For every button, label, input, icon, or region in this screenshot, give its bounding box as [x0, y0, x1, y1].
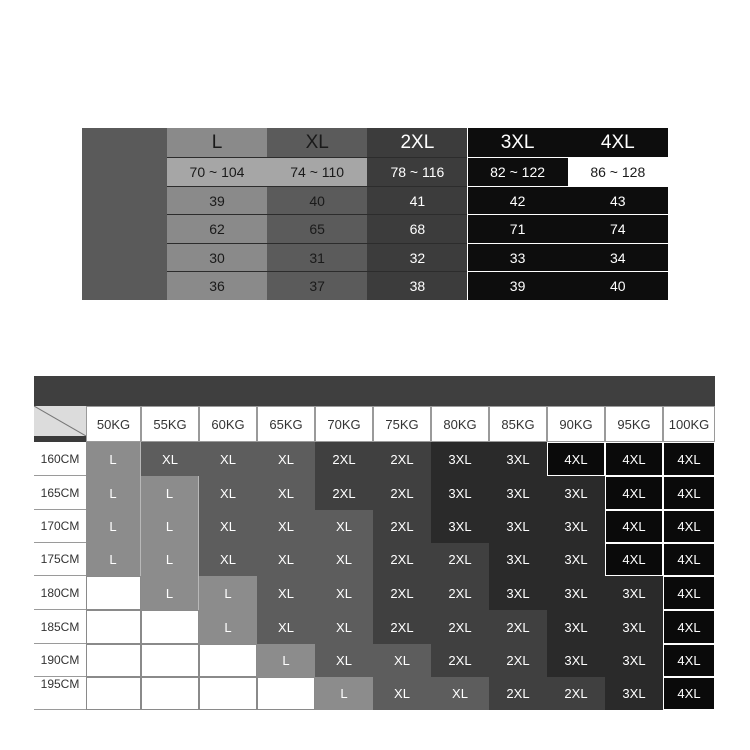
measurement-value: 37: [309, 278, 325, 294]
weight-header: 55KG: [141, 406, 199, 442]
size-cell: XL: [431, 677, 489, 710]
size-cell: 2XL: [547, 677, 605, 710]
diagonal-divider-icon: [34, 406, 86, 436]
weight-header: 100KG: [663, 406, 715, 442]
measurement-value: 74: [610, 221, 626, 237]
height-label: 195CM: [34, 677, 86, 710]
size-cell: 4XL: [663, 442, 715, 476]
size-column-2xl: [367, 128, 467, 300]
size-cell: 2XL: [489, 644, 547, 677]
size-cell: 3XL: [605, 576, 663, 610]
size-cell: XL: [257, 610, 315, 644]
size-cell: L: [141, 543, 199, 576]
measurement-value: 40: [309, 193, 325, 209]
empty-cell: [141, 677, 199, 710]
size-cell: L: [199, 610, 257, 644]
size-column-4xl: [568, 128, 668, 300]
size-cell: XL: [199, 442, 257, 476]
measurement-value: 43: [610, 193, 626, 209]
size-header: 3XL: [500, 131, 535, 153]
measurement-value: 65: [309, 221, 325, 237]
size-cell: XL: [199, 510, 257, 543]
size-fit-chart: [34, 376, 715, 710]
size-cell: 2XL: [489, 677, 547, 710]
size-cell: 4XL: [663, 644, 715, 677]
size-cell: 3XL: [547, 644, 605, 677]
size-column-l: [167, 128, 267, 300]
size-cell: L: [141, 576, 199, 610]
size-cell: 3XL: [547, 510, 605, 543]
weight-header: 80KG: [431, 406, 489, 442]
measurement-value: 74 ~ 110: [267, 158, 367, 186]
size-cell: 2XL: [315, 476, 373, 510]
measurement-value: 41: [409, 193, 426, 209]
size-cell: 2XL: [315, 442, 373, 476]
measurement-value: 39: [509, 278, 526, 294]
empty-cell: [141, 610, 199, 644]
size-cell: L: [141, 510, 199, 543]
size-cell: XL: [257, 442, 315, 476]
size-cell: 2XL: [373, 543, 431, 576]
measurement-value: 33: [509, 250, 526, 266]
empty-cell: [199, 644, 257, 677]
weight-header: 90KG: [547, 406, 605, 442]
size-cell: XL: [373, 677, 431, 710]
measurement-label-column: [82, 128, 167, 300]
size-cell: 3XL: [489, 576, 547, 610]
measurement-value: 82 ~ 122: [490, 164, 546, 180]
size-cell: 2XL: [431, 543, 489, 576]
measurement-value: 68: [409, 221, 426, 237]
size-cell: XL: [315, 610, 373, 644]
measurement-value: 31: [309, 250, 325, 266]
weight-header: 60KG: [199, 406, 257, 442]
size-cell: XL: [315, 543, 373, 576]
size-header: 4XL: [600, 131, 635, 153]
size-cell: L: [141, 476, 199, 510]
measurement-value: 70 ~ 104: [167, 158, 267, 186]
measurement-value: 36: [209, 278, 225, 294]
weight-header: 95KG: [605, 406, 663, 442]
size-cell: 4XL: [605, 442, 663, 476]
size-cell: 3XL: [547, 576, 605, 610]
size-cell: 2XL: [431, 576, 489, 610]
size-cell: 3XL: [547, 476, 605, 510]
measurement-value: 38: [409, 278, 426, 294]
size-cell: 3XL: [605, 677, 663, 710]
size-cell: 3XL: [489, 510, 547, 543]
empty-cell: [257, 677, 315, 710]
size-cell: L: [86, 510, 141, 543]
size-cell: 2XL: [431, 610, 489, 644]
size-cell: XL: [199, 543, 257, 576]
measurement-value: 86 ~ 128: [568, 158, 668, 186]
empty-cell: [141, 644, 199, 677]
height-label: 170CM: [34, 510, 86, 543]
size-cell: L: [315, 677, 373, 710]
size-cell: L: [86, 476, 141, 510]
height-label: 190CM: [34, 644, 86, 677]
size-column-3xl: [468, 128, 568, 300]
measurement-value: 32: [409, 250, 426, 266]
size-cell: 3XL: [489, 476, 547, 510]
measurement-value: 71: [509, 221, 526, 237]
weight-header: 70KG: [315, 406, 373, 442]
weight-header: 65KG: [257, 406, 315, 442]
size-cell: 4XL: [663, 510, 715, 543]
size-cell: 2XL: [373, 576, 431, 610]
size-cell: XL: [141, 442, 199, 476]
height-label: 160CM: [34, 442, 86, 476]
size-cell: L: [199, 576, 257, 610]
size-cell: 4XL: [663, 476, 715, 510]
size-cell: 4XL: [663, 610, 715, 644]
size-cell: 2XL: [431, 644, 489, 677]
size-cell: 4XL: [605, 510, 663, 543]
size-cell: 2XL: [373, 442, 431, 476]
size-cell: 4XL: [663, 677, 715, 710]
fit-chart-top-band: [34, 376, 715, 406]
measurement-value: 34: [610, 250, 626, 266]
size-cell: 4XL: [605, 476, 663, 510]
size-cell: L: [257, 644, 315, 677]
size-column-xl: [267, 128, 367, 300]
size-cell: 3XL: [489, 543, 547, 576]
size-cell: 2XL: [489, 610, 547, 644]
empty-cell: [86, 644, 141, 677]
size-cell: 3XL: [605, 610, 663, 644]
weight-header: 85KG: [489, 406, 547, 442]
size-cell: XL: [257, 476, 315, 510]
empty-cell: [199, 677, 257, 710]
size-cell: XL: [257, 576, 315, 610]
size-header: L: [211, 131, 223, 153]
size-cell: XL: [315, 644, 373, 677]
measurement-value: 39: [209, 193, 225, 209]
size-cell: 2XL: [373, 610, 431, 644]
measurement-value: 42: [509, 193, 526, 209]
empty-cell: [86, 677, 141, 710]
size-cell: 3XL: [605, 644, 663, 677]
size-cell: XL: [199, 476, 257, 510]
size-cell: XL: [373, 644, 431, 677]
measurement-value: 40: [610, 278, 626, 294]
size-header: XL: [305, 131, 329, 153]
size-cell: XL: [315, 510, 373, 543]
height-label: 180CM: [34, 576, 86, 610]
height-label: 165CM: [34, 476, 86, 510]
size-measurement-table: [82, 128, 668, 300]
size-cell: 3XL: [547, 543, 605, 576]
size-cell: 3XL: [431, 442, 489, 476]
size-cell: XL: [315, 576, 373, 610]
size-cell: 3XL: [431, 510, 489, 543]
empty-cell: [86, 576, 141, 610]
weight-header: 75KG: [373, 406, 431, 442]
size-cell: L: [86, 543, 141, 576]
weight-header: 50KG: [86, 406, 141, 442]
fit-chart-corner: [34, 406, 86, 436]
size-cell: 3XL: [431, 476, 489, 510]
size-cell: 2XL: [373, 476, 431, 510]
size-cell: 4XL: [547, 442, 605, 476]
measurement-value: 30: [209, 250, 225, 266]
size-header: 2XL: [367, 128, 467, 157]
height-label: 175CM: [34, 543, 86, 576]
measurement-value: 78 ~ 116: [390, 164, 445, 180]
empty-cell: [86, 610, 141, 644]
size-cell: XL: [257, 543, 315, 576]
size-cell: 4XL: [605, 543, 663, 576]
size-cell: 3XL: [489, 442, 547, 476]
size-cell: 4XL: [663, 576, 715, 610]
size-cell: 3XL: [547, 610, 605, 644]
size-cell: 4XL: [663, 543, 715, 576]
size-cell: L: [86, 442, 141, 476]
size-cell: XL: [257, 510, 315, 543]
height-label: 185CM: [34, 610, 86, 644]
measurement-value: 62: [209, 221, 225, 237]
size-cell: 2XL: [373, 510, 431, 543]
